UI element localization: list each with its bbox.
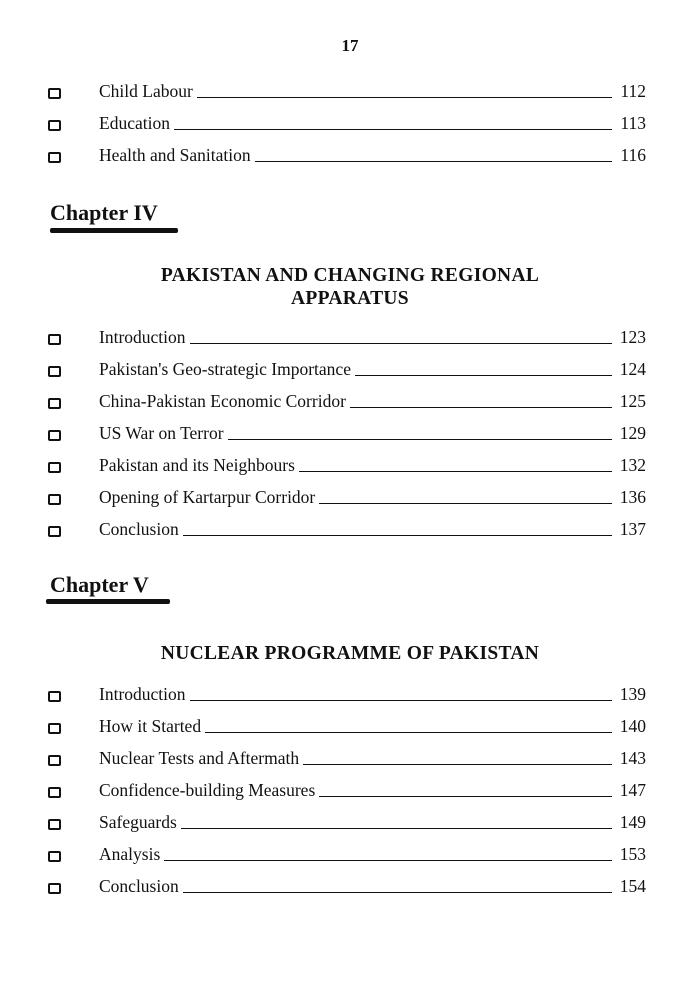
chapter-title-line: APPARATUS — [291, 288, 409, 309]
dot-leader — [183, 535, 612, 536]
toc-entry-title: Introduction — [99, 684, 186, 704]
toc-entry-page: 149 — [619, 812, 646, 832]
dot-leader — [164, 860, 612, 861]
toc-entry[interactable] — [48, 104, 646, 136]
toc-entry-title: Opening of Kartarpur Corridor — [99, 487, 316, 507]
checkbox-bullet-icon — [48, 152, 61, 163]
toc-entry-page: 143 — [619, 748, 646, 768]
chapter-title-line: PAKISTAN AND CHANGING REGIONAL — [160, 265, 540, 286]
toc-entry[interactable] — [48, 414, 646, 446]
toc-entry[interactable] — [48, 382, 646, 414]
toc-entry[interactable] — [48, 835, 646, 867]
toc-entry-title: Analysis — [99, 844, 161, 864]
toc-entry-title: Child Labour — [99, 81, 193, 101]
toc-entry[interactable] — [48, 478, 646, 510]
toc-entry-page: 116 — [620, 145, 646, 165]
checkbox-bullet-icon — [48, 494, 61, 505]
checkbox-bullet-icon — [48, 430, 61, 441]
toc-entry-page: 123 — [619, 327, 646, 347]
toc-entry-title: Education — [99, 113, 170, 133]
toc-entry[interactable] — [48, 803, 646, 835]
toc-entry[interactable] — [48, 446, 646, 478]
dot-leader — [255, 161, 612, 162]
toc-entry-title: Conclusion — [99, 876, 179, 896]
chapter-title-line: NUCLEAR PROGRAMME OF PAKISTAN — [160, 643, 540, 664]
toc-entry[interactable] — [48, 350, 646, 382]
toc-entry-page: 129 — [619, 423, 646, 443]
checkbox-bullet-icon — [48, 366, 61, 377]
dot-leader — [228, 439, 612, 440]
checkbox-bullet-icon — [48, 462, 61, 473]
checkbox-bullet-icon — [48, 334, 61, 345]
toc-entry-title: How it Started — [99, 716, 202, 736]
chapter-heading: Chapter IV — [50, 200, 158, 225]
toc-entry-page: 136 — [619, 487, 646, 507]
toc-entry-page: 137 — [619, 519, 646, 539]
dot-leader — [205, 732, 612, 733]
chapter-underline — [46, 599, 170, 604]
dot-leader — [319, 796, 612, 797]
toc-entry-title: China-Pakistan Economic Corridor — [99, 391, 346, 411]
dot-leader — [303, 764, 612, 765]
dot-leader — [355, 375, 612, 376]
toc-entry-title: Confidence-building Measures — [99, 780, 316, 800]
checkbox-bullet-icon — [48, 398, 61, 409]
toc-entry-page: 132 — [619, 455, 646, 475]
toc-entry-page: 140 — [619, 716, 646, 736]
toc-entry-page: 112 — [620, 81, 646, 101]
dot-leader — [190, 343, 612, 344]
toc-entry[interactable] — [48, 136, 646, 168]
toc-entry[interactable] — [48, 72, 646, 104]
dot-leader — [183, 892, 612, 893]
toc-entry-page: 153 — [619, 844, 646, 864]
toc-entry[interactable] — [48, 675, 646, 707]
toc-entry-title: Safeguards — [99, 812, 177, 832]
dot-leader — [319, 503, 612, 504]
checkbox-bullet-icon — [48, 526, 61, 537]
dot-leader — [197, 97, 612, 98]
chapter-heading: Chapter V — [50, 572, 149, 597]
toc-entry-title: US War on Terror — [99, 423, 224, 443]
checkbox-bullet-icon — [48, 883, 61, 894]
toc-entry-page: 139 — [619, 684, 646, 704]
toc-entry[interactable] — [48, 771, 646, 803]
dot-leader — [174, 129, 612, 130]
dot-leader — [299, 471, 612, 472]
checkbox-bullet-icon — [48, 755, 61, 766]
toc-entry[interactable] — [48, 707, 646, 739]
toc-entry-title: Conclusion — [99, 519, 179, 539]
toc-entry-page: 125 — [619, 391, 646, 411]
dot-leader — [350, 407, 612, 408]
toc-entry-title: Pakistan and its Neighbours — [99, 455, 295, 475]
toc-entry-title: Introduction — [99, 327, 186, 347]
dot-leader — [181, 828, 612, 829]
toc-entry[interactable] — [48, 510, 646, 542]
toc-entry[interactable] — [48, 867, 646, 899]
toc-entry-title: Pakistan's Geo-strategic Importance — [99, 359, 351, 379]
checkbox-bullet-icon — [48, 819, 61, 830]
toc-entry-title: Health and Sanitation — [99, 145, 251, 165]
chapter-title — [0, 642, 700, 665]
checkbox-bullet-icon — [48, 120, 61, 131]
dot-leader — [190, 700, 612, 701]
toc-entry-page: 147 — [619, 780, 646, 800]
toc-entry[interactable] — [48, 739, 646, 771]
toc-list-chapter-v — [48, 675, 646, 899]
toc-entry-page: 113 — [620, 113, 646, 133]
toc-list-chapter-iv — [48, 318, 646, 542]
page-number: 17 — [341, 36, 359, 55]
toc-entry-page: 154 — [619, 876, 646, 896]
chapter-title — [0, 264, 700, 310]
toc-list-chapter-iii — [48, 72, 646, 168]
toc-entry-page: 124 — [619, 359, 646, 379]
checkbox-bullet-icon — [48, 88, 61, 99]
checkbox-bullet-icon — [48, 723, 61, 734]
checkbox-bullet-icon — [48, 787, 61, 798]
chapter-underline — [50, 228, 178, 233]
toc-entry[interactable] — [48, 318, 646, 350]
checkbox-bullet-icon — [48, 691, 61, 702]
checkbox-bullet-icon — [48, 851, 61, 862]
toc-entry-title: Nuclear Tests and Aftermath — [99, 748, 300, 768]
